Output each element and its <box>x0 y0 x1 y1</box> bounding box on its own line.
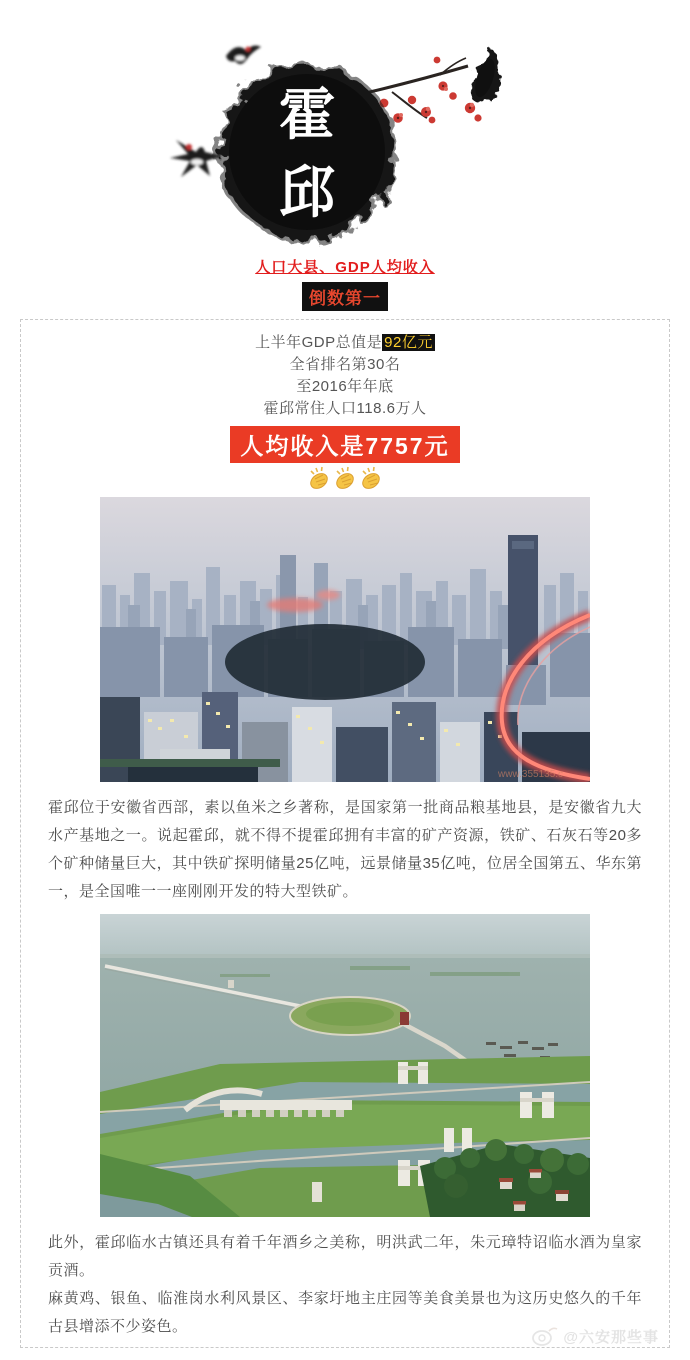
ink-circle <box>217 62 397 242</box>
aerial-waterworks-photo[interactable] <box>100 914 590 1217</box>
stat-line-rank: 全省排名第30名 <box>289 356 401 373</box>
photo-watermark: www.355135.c <box>498 769 564 780</box>
stat-gdp-value-highlight: 92亿元 <box>384 334 433 351</box>
city-skyline-photo[interactable] <box>100 497 590 782</box>
clap-icon <box>358 465 384 491</box>
bird-icon <box>226 46 261 65</box>
header-ink-art <box>0 0 690 250</box>
bird-icon <box>170 140 222 177</box>
clap-icon <box>306 465 332 491</box>
island <box>290 997 410 1035</box>
article-content-box <box>20 319 670 1348</box>
black-highlight-text: 倒数第一 <box>302 282 388 311</box>
social-watermark-text: @六安那些事 <box>563 1328 659 1346</box>
paragraph-linshui-town: 此外，霍邱临水古镇还具有着千年酒乡之美称，明洪武二年，朱元璋特诏临水酒为皇家贡酒。 <box>48 1234 642 1279</box>
paragraph-huoqiu-intro: 霍邱位于安徽省西部，素以鱼米之乡著称，是国家第一批商品粮基地县，是安徽省九大水产基地之一。说起霍邱，就不得不提霍邱拥有丰富的矿产资源，铁矿、石灰石等20多个矿种储量巨大，其中铁矿探明储量25亿吨，远景储量35亿吨，位居全国第五、华东第一，是全国唯一一座刚刚开发的特大型铁矿。 <box>48 799 642 900</box>
title-char-bottom: 邱 <box>279 163 335 225</box>
clap-emoji-row <box>21 465 669 491</box>
income-banner <box>21 426 669 463</box>
stat-line-population: 霍邱常住人口118.6万人 <box>263 400 427 417</box>
title-char-top: 霍 <box>279 85 335 147</box>
stat-line-year: 至2016年年底 <box>296 378 394 395</box>
red-underlined-title: 人口大县、GDP人均收入 <box>255 259 435 276</box>
stat-gdp-prefix: 上半年GDP总值是 <box>255 334 383 351</box>
clap-icon <box>332 465 358 491</box>
income-banner-text: 人均收入是7757元 <box>230 426 459 463</box>
ink-painting-graphic <box>0 0 690 250</box>
park-dark-area <box>225 624 425 700</box>
paragraph-local-specialties: 麻黄鸡、银鱼、临淮岗水利风景区、李家圩地主庄园等美食美景也为这历史悠久的千年古县增添不少姿色。 <box>48 1290 642 1335</box>
stat-line-gdp <box>21 332 669 354</box>
black-highlight-line <box>0 282 690 311</box>
